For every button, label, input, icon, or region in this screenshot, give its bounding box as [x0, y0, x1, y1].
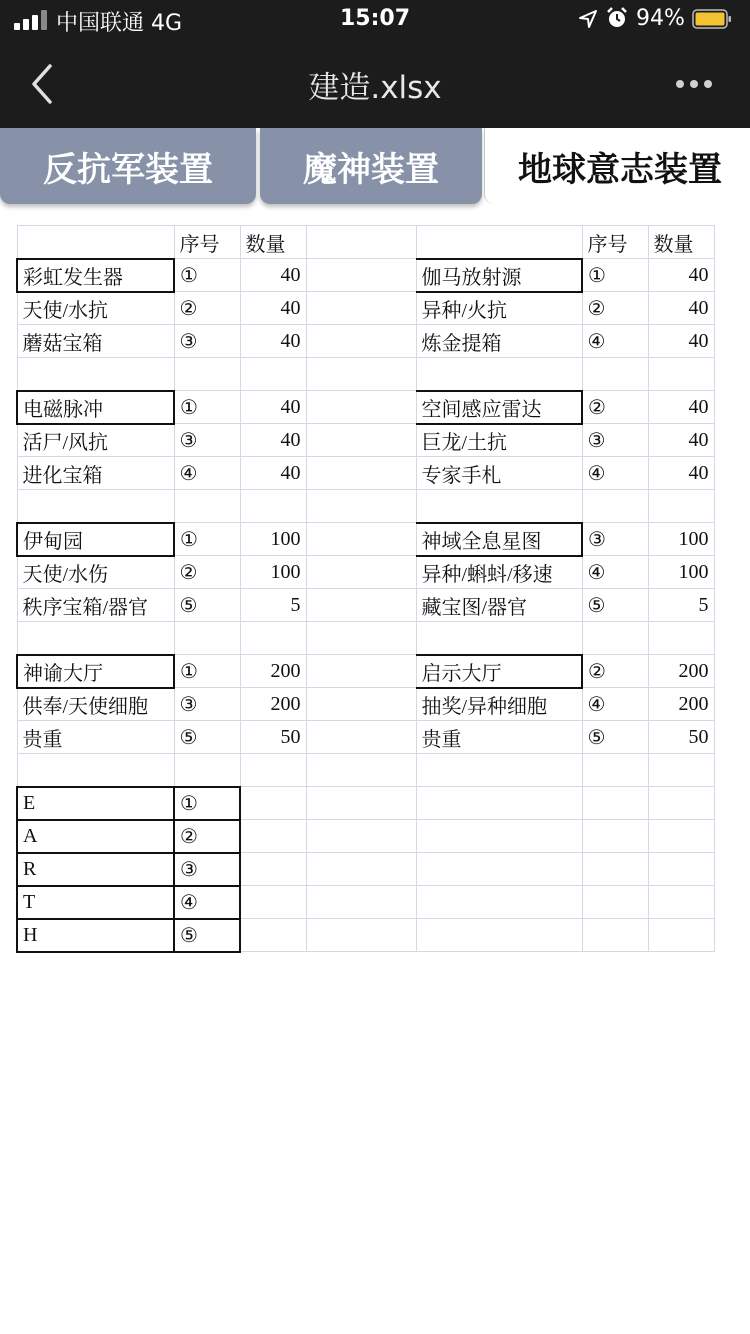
cell[interactable]: ②: [174, 556, 240, 589]
cell[interactable]: [306, 457, 416, 490]
cell[interactable]: 供奉/天使细胞: [17, 688, 174, 721]
cell[interactable]: ⑤: [174, 589, 240, 622]
cell[interactable]: 50: [648, 721, 714, 754]
cell[interactable]: ③: [582, 424, 648, 457]
cell[interactable]: 100: [648, 523, 714, 556]
cell[interactable]: 200: [240, 655, 306, 688]
spreadsheet-grid: [16, 225, 715, 953]
cell[interactable]: 贵重: [17, 721, 174, 754]
cell[interactable]: [582, 853, 648, 886]
battery-icon: [692, 9, 732, 29]
sheet-tab-bar: [0, 128, 750, 208]
table-row: [17, 457, 714, 490]
more-icon[interactable]: [672, 72, 716, 96]
table-row: [17, 358, 714, 391]
cell[interactable]: [648, 490, 714, 523]
status-time: 15:07: [339, 6, 411, 31]
cell[interactable]: [648, 754, 714, 787]
cell[interactable]: ②: [582, 391, 648, 424]
cell[interactable]: [582, 358, 648, 391]
cell[interactable]: [582, 886, 648, 919]
cell[interactable]: 异种/蝌蚪/移速: [416, 556, 582, 589]
tab-rebel-devices[interactable]: 反抗军装置: [0, 128, 256, 204]
spreadsheet: [16, 225, 715, 953]
cell[interactable]: ④: [174, 457, 240, 490]
cell[interactable]: 伽马放射源: [416, 259, 582, 292]
cell[interactable]: [306, 292, 416, 325]
cell[interactable]: [240, 490, 306, 523]
cell[interactable]: 200: [648, 655, 714, 688]
tab-demon-devices[interactable]: 魔神装置: [260, 128, 482, 204]
table-row: [17, 655, 714, 688]
cell[interactable]: ⑤: [174, 721, 240, 754]
cell[interactable]: [416, 820, 582, 853]
cell[interactable]: [416, 919, 582, 952]
table-row: [17, 523, 714, 556]
cell[interactable]: [582, 622, 648, 655]
location-icon: [578, 9, 598, 29]
cell[interactable]: [648, 853, 714, 886]
cell[interactable]: [648, 919, 714, 952]
cell[interactable]: ⑤: [582, 589, 648, 622]
cell[interactable]: [306, 391, 416, 424]
cell[interactable]: T: [17, 886, 174, 919]
cell[interactable]: ①: [174, 391, 240, 424]
cell[interactable]: [416, 787, 582, 820]
table-row: [17, 919, 714, 952]
cell[interactable]: 神谕大厅: [17, 655, 174, 688]
cell[interactable]: 数量: [648, 226, 714, 259]
cell[interactable]: ④: [174, 886, 240, 919]
table-row: [17, 820, 714, 853]
cell[interactable]: [416, 886, 582, 919]
cell[interactable]: [416, 853, 582, 886]
cell[interactable]: 彩虹发生器: [17, 259, 174, 292]
cell[interactable]: [17, 226, 174, 259]
cell[interactable]: [17, 754, 174, 787]
cell[interactable]: 40: [648, 325, 714, 358]
table-row: [17, 490, 714, 523]
cell[interactable]: [240, 886, 306, 919]
cell[interactable]: 活尸/风抗: [17, 424, 174, 457]
cell[interactable]: [416, 490, 582, 523]
cell[interactable]: [306, 688, 416, 721]
cell[interactable]: R: [17, 853, 174, 886]
cell[interactable]: [306, 853, 416, 886]
cell[interactable]: [306, 655, 416, 688]
cell[interactable]: 藏宝图/器官: [416, 589, 582, 622]
cell[interactable]: ①: [174, 259, 240, 292]
cell[interactable]: [306, 589, 416, 622]
cell[interactable]: ②: [582, 655, 648, 688]
table-row: [17, 853, 714, 886]
cell[interactable]: 40: [240, 259, 306, 292]
cell[interactable]: [306, 424, 416, 457]
cell[interactable]: [240, 820, 306, 853]
cell[interactable]: ③: [582, 523, 648, 556]
cell[interactable]: 抽奖/异种细胞: [416, 688, 582, 721]
document-title: 建造.xlsx: [308, 70, 442, 106]
cell[interactable]: 40: [648, 292, 714, 325]
cell[interactable]: 40: [648, 457, 714, 490]
tab-earth-will-devices[interactable]: 地球意志装置: [484, 128, 750, 204]
alarm-icon: [606, 7, 628, 29]
cell[interactable]: A: [17, 820, 174, 853]
cell[interactable]: [416, 622, 582, 655]
cell[interactable]: ③: [174, 424, 240, 457]
cell[interactable]: 启示大厅: [416, 655, 582, 688]
cell[interactable]: [306, 523, 416, 556]
cell[interactable]: [306, 919, 416, 952]
cell[interactable]: 天使/水伤: [17, 556, 174, 589]
cell[interactable]: [306, 556, 416, 589]
cell[interactable]: H: [17, 919, 174, 952]
cell[interactable]: [648, 787, 714, 820]
cell[interactable]: ①: [582, 259, 648, 292]
cell[interactable]: ④: [582, 688, 648, 721]
table-row: [17, 325, 714, 358]
cell[interactable]: [306, 886, 416, 919]
cell[interactable]: [174, 358, 240, 391]
cell[interactable]: [240, 358, 306, 391]
table-row: [17, 589, 714, 622]
cell[interactable]: ④: [582, 325, 648, 358]
cell[interactable]: [306, 325, 416, 358]
cell[interactable]: ③: [174, 853, 240, 886]
table-row: [17, 886, 714, 919]
cell[interactable]: 40: [648, 391, 714, 424]
cell[interactable]: 50: [240, 721, 306, 754]
cell[interactable]: ①: [174, 523, 240, 556]
cell[interactable]: ①: [174, 787, 240, 820]
cell[interactable]: 秩序宝箱/器官: [17, 589, 174, 622]
cell[interactable]: [582, 820, 648, 853]
table-row: [17, 622, 714, 655]
cell[interactable]: 巨龙/土抗: [416, 424, 582, 457]
table-row: [17, 391, 714, 424]
cell[interactable]: 40: [240, 424, 306, 457]
cell[interactable]: ②: [582, 292, 648, 325]
cell[interactable]: [17, 358, 174, 391]
cell[interactable]: [416, 226, 582, 259]
cell[interactable]: ④: [582, 556, 648, 589]
cell[interactable]: 40: [240, 325, 306, 358]
cell[interactable]: [306, 787, 416, 820]
cell[interactable]: 40: [240, 457, 306, 490]
cell[interactable]: 5: [648, 589, 714, 622]
cell[interactable]: [174, 754, 240, 787]
cell[interactable]: 200: [240, 688, 306, 721]
cell[interactable]: 200: [648, 688, 714, 721]
table-row: [17, 688, 714, 721]
cell[interactable]: ③: [174, 688, 240, 721]
cell[interactable]: 贵重: [416, 721, 582, 754]
cell[interactable]: 数量: [240, 226, 306, 259]
battery-percent: 94%: [636, 6, 685, 31]
table-row: [17, 787, 714, 820]
cell[interactable]: E: [17, 787, 174, 820]
cell[interactable]: [416, 754, 582, 787]
cell[interactable]: 蘑菇宝箱: [17, 325, 174, 358]
cell[interactable]: [306, 721, 416, 754]
cell[interactable]: 进化宝箱: [17, 457, 174, 490]
cell[interactable]: 专家手札: [416, 457, 582, 490]
cell[interactable]: [582, 919, 648, 952]
cell[interactable]: 空间感应雷达: [416, 391, 582, 424]
header-row: [17, 226, 714, 259]
cell[interactable]: 炼金提箱: [416, 325, 582, 358]
cell[interactable]: [240, 919, 306, 952]
cell[interactable]: ②: [174, 820, 240, 853]
cell[interactable]: 电磁脉冲: [17, 391, 174, 424]
table-row: [17, 424, 714, 457]
cell[interactable]: ②: [174, 292, 240, 325]
cell[interactable]: [240, 622, 306, 655]
cell[interactable]: 40: [240, 292, 306, 325]
cell[interactable]: 100: [648, 556, 714, 589]
cell[interactable]: [306, 754, 416, 787]
cell[interactable]: [17, 490, 174, 523]
cell[interactable]: [416, 358, 582, 391]
cell[interactable]: [240, 754, 306, 787]
cell[interactable]: ③: [174, 325, 240, 358]
cell[interactable]: [648, 886, 714, 919]
table-row: [17, 292, 714, 325]
cell[interactable]: 5: [240, 589, 306, 622]
cell[interactable]: [306, 358, 416, 391]
cell[interactable]: [648, 622, 714, 655]
cell[interactable]: [174, 490, 240, 523]
cell[interactable]: [240, 787, 306, 820]
table-row: [17, 556, 714, 589]
cell[interactable]: [306, 622, 416, 655]
cell[interactable]: 天使/水抗: [17, 292, 174, 325]
table-row: [17, 754, 714, 787]
cell[interactable]: 40: [648, 424, 714, 457]
cell[interactable]: 神域全息星图: [416, 523, 582, 556]
cell[interactable]: [306, 226, 416, 259]
cell[interactable]: [240, 853, 306, 886]
top-bar: [0, 0, 750, 128]
cell[interactable]: [174, 622, 240, 655]
cell[interactable]: ①: [174, 655, 240, 688]
cell[interactable]: 伊甸园: [17, 523, 174, 556]
table-row: [17, 259, 714, 292]
cell[interactable]: [648, 820, 714, 853]
cell[interactable]: [582, 490, 648, 523]
cell[interactable]: ⑤: [174, 919, 240, 952]
cell[interactable]: ④: [582, 457, 648, 490]
cell[interactable]: [306, 259, 416, 292]
cell[interactable]: 序号: [582, 226, 648, 259]
cell[interactable]: ⑤: [582, 721, 648, 754]
cell[interactable]: 100: [240, 556, 306, 589]
cell[interactable]: [17, 622, 174, 655]
cell[interactable]: 序号: [174, 226, 240, 259]
cell[interactable]: 40: [240, 391, 306, 424]
cell[interactable]: 40: [648, 259, 714, 292]
cell[interactable]: [582, 754, 648, 787]
table-row: [17, 721, 714, 754]
carrier-label: 中国联通 4G: [56, 11, 183, 36]
cell[interactable]: [306, 820, 416, 853]
cell[interactable]: 异种/火抗: [416, 292, 582, 325]
cell[interactable]: [306, 490, 416, 523]
status-bar: [0, 0, 750, 40]
cell[interactable]: [582, 787, 648, 820]
cell[interactable]: [648, 358, 714, 391]
cell[interactable]: 100: [240, 523, 306, 556]
